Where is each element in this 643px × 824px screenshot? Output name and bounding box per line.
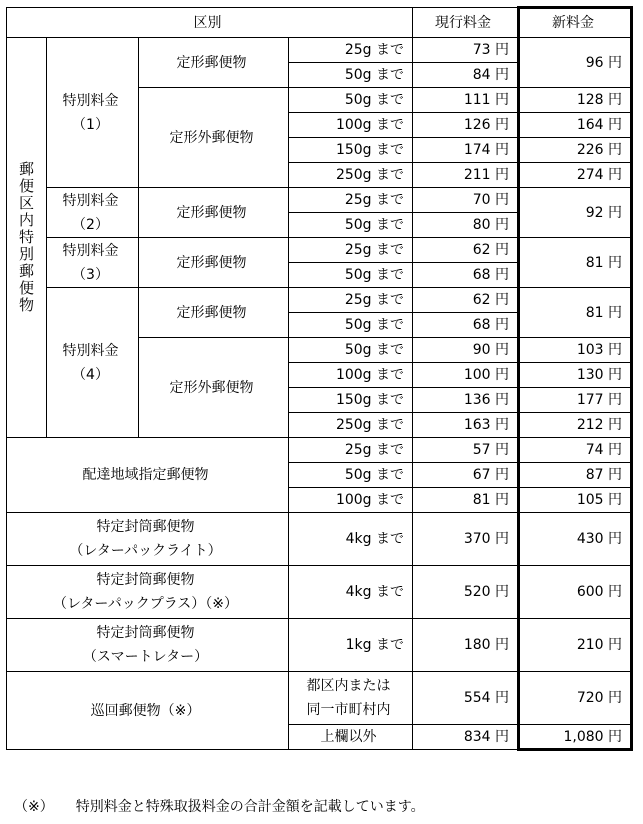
new-fee-cell: 87 円	[519, 463, 632, 488]
current-fee-cell: 84 円	[413, 63, 519, 88]
current-fee-cell: 67 円	[413, 463, 519, 488]
new-fee-cell: 274 円	[519, 163, 632, 188]
new-fee-cell: 81 円	[519, 288, 632, 338]
new-fee-cell: 226 円	[519, 138, 632, 163]
delivery-area-label: 配達地域指定郵便物	[7, 438, 289, 513]
weight-cell: 4kg まで	[289, 513, 413, 566]
weight-cell: 50g まで	[289, 263, 413, 288]
weight-cell: 50g まで	[289, 88, 413, 113]
header-category: 区別	[7, 8, 413, 38]
type-fixed: 定形郵便物	[139, 188, 289, 238]
new-fee-cell: 81 円	[519, 238, 632, 288]
new-fee-cell: 210 円	[519, 619, 632, 672]
weight-cell: 25g まで	[289, 438, 413, 463]
weight-cell: 100g まで	[289, 363, 413, 388]
current-fee-cell: 834 円	[413, 725, 519, 750]
weight-cell: 4kg まで	[289, 566, 413, 619]
weight-cell: 250g まで	[289, 413, 413, 438]
new-fee-cell: 430 円	[519, 513, 632, 566]
type-nonfixed: 定形外郵便物	[139, 338, 289, 438]
header-new-fee: 新料金	[519, 8, 632, 38]
weight-cell: 100g まで	[289, 113, 413, 138]
weight-cell: 25g まで	[289, 238, 413, 263]
current-fee-cell: 136 円	[413, 388, 519, 413]
circulation-label: 巡回郵便物（※）	[7, 672, 289, 750]
current-fee-cell: 174 円	[413, 138, 519, 163]
new-fee-cell: 92 円	[519, 188, 632, 238]
current-fee-cell: 163 円	[413, 413, 519, 438]
current-fee-cell: 100 円	[413, 363, 519, 388]
current-fee-cell: 111 円	[413, 88, 519, 113]
weight-cell: 25g まで	[289, 188, 413, 213]
current-fee-cell: 62 円	[413, 238, 519, 263]
current-fee-cell: 90 円	[413, 338, 519, 363]
type-fixed: 定形郵便物	[139, 38, 289, 88]
current-fee-cell: 62 円	[413, 288, 519, 313]
weight-cell: 1kg まで	[289, 619, 413, 672]
new-fee-cell: 164 円	[519, 113, 632, 138]
letterpack-light-label: 特定封筒郵便物 （レターパックライト）	[7, 513, 289, 566]
new-fee-cell: 720 円	[519, 672, 632, 725]
weight-cell: 150g まで	[289, 138, 413, 163]
current-fee-cell: 73 円	[413, 38, 519, 63]
weight-cell: 100g まで	[289, 488, 413, 513]
current-fee-cell: 80 円	[413, 213, 519, 238]
current-fee-cell: 211 円	[413, 163, 519, 188]
new-fee-cell: 1,080 円	[519, 725, 632, 750]
group-label-1: 特別料金 （1）	[47, 38, 139, 188]
current-fee-cell: 68 円	[413, 263, 519, 288]
footnote-mark: （※）	[14, 799, 54, 815]
new-fee-cell: 177 円	[519, 388, 632, 413]
circulation-area-a: 都区内または 同一市町村内	[289, 672, 413, 725]
weight-cell: 50g まで	[289, 463, 413, 488]
new-fee-cell: 130 円	[519, 363, 632, 388]
weight-cell: 25g まで	[289, 288, 413, 313]
footnote	[14, 796, 447, 816]
header-current-fee: 現行料金	[413, 8, 519, 38]
type-nonfixed: 定形外郵便物	[139, 88, 289, 188]
group-label-3: 特別料金 （3）	[47, 238, 139, 288]
new-fee-cell: 96 円	[519, 38, 632, 88]
current-fee-cell: 57 円	[413, 438, 519, 463]
new-fee-cell: 74 円	[519, 438, 632, 463]
weight-cell: 25g まで	[289, 38, 413, 63]
type-fixed: 定形郵便物	[139, 288, 289, 338]
new-fee-cell: 212 円	[519, 413, 632, 438]
current-fee-cell: 70 円	[413, 188, 519, 213]
smart-letter-label: 特定封筒郵便物 （スマートレター）	[7, 619, 289, 672]
new-fee-cell: 103 円	[519, 338, 632, 363]
new-fee-cell: 600 円	[519, 566, 632, 619]
group-label-4: 特別料金 （4）	[47, 288, 139, 438]
group-label-2: 特別料金 （2）	[47, 188, 139, 238]
weight-cell: 150g まで	[289, 388, 413, 413]
weight-cell: 50g まで	[289, 338, 413, 363]
weight-cell: 250g まで	[289, 163, 413, 188]
type-fixed: 定形郵便物	[139, 238, 289, 288]
weight-cell: 50g まで	[289, 213, 413, 238]
footnote-text: 特別料金と特殊取扱料金の合計金額を記載しています。	[75, 799, 425, 815]
current-fee-cell: 68 円	[413, 313, 519, 338]
current-fee-cell: 520 円	[413, 566, 519, 619]
fee-table	[6, 6, 633, 751]
weight-cell: 50g まで	[289, 313, 413, 338]
new-fee-cell: 128 円	[519, 88, 632, 113]
current-fee-cell: 180 円	[413, 619, 519, 672]
letterpack-plus-label: 特定封筒郵便物 （レターパックプラス）（※）	[7, 566, 289, 619]
weight-cell: 50g まで	[289, 63, 413, 88]
current-fee-cell: 370 円	[413, 513, 519, 566]
circulation-area-b: 上欄以外	[289, 725, 413, 750]
current-fee-cell: 554 円	[413, 672, 519, 725]
vertical-category-label: 郵 便 区 内 特 別 郵 便 物	[7, 38, 47, 438]
current-fee-cell: 81 円	[413, 488, 519, 513]
new-fee-cell: 105 円	[519, 488, 632, 513]
current-fee-cell: 126 円	[413, 113, 519, 138]
